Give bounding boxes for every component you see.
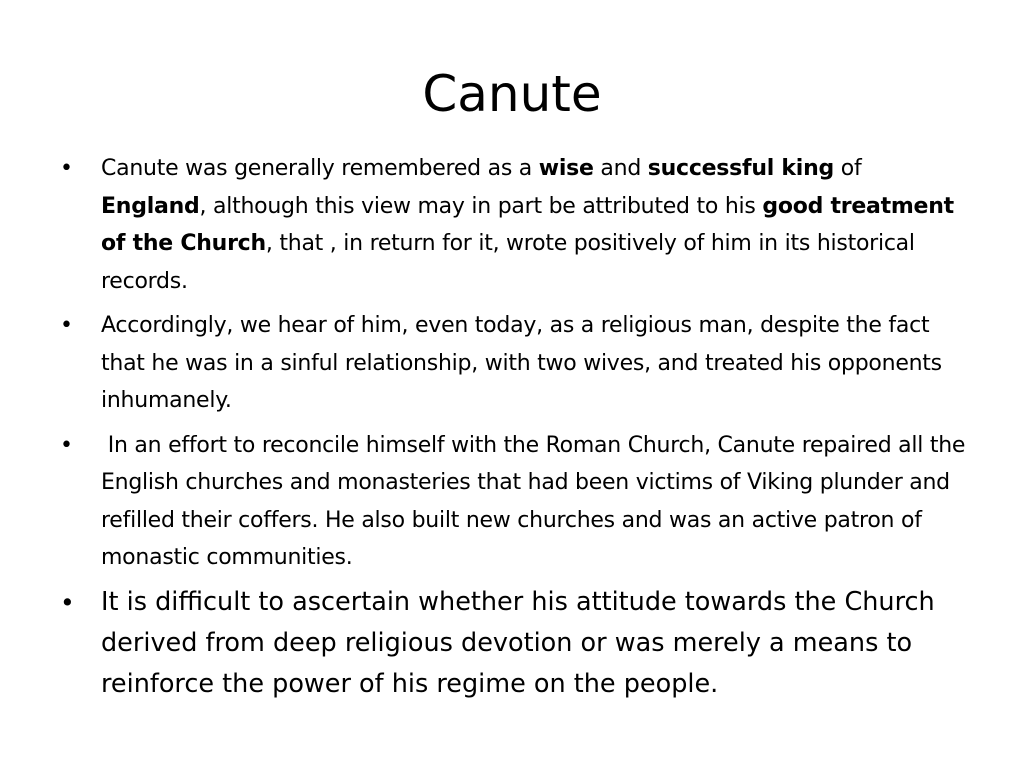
bullet-item-4 — [60, 582, 970, 705]
text-segment: and — [593, 156, 648, 181]
text-segment: , that , in return for it, wrote positively of him in its historical records. — [101, 231, 915, 294]
text-segment: of — [834, 156, 862, 181]
bullet-item-3 — [60, 427, 970, 577]
bullet-list — [60, 150, 970, 712]
slide-title: Canute — [422, 65, 602, 123]
bullet-text: In an effort to reconcile himself with the Roman Church, Canute repaired all the English churches and monasteries that had been victims of Viking plunder and refilled their coffers. He also built new churches and was an active patron of monastic communities. — [101, 432, 972, 570]
bullet-item-2 — [60, 307, 970, 420]
text-segment: Canute was generally remembered as a — [101, 156, 539, 181]
bullet-dot-icon: • — [60, 313, 73, 338]
bullet-text: Accordingly, we hear of him, even today, as a religious man, despite the fact that he was in a sinful relationship, with two wives, and treated his opponents inhumanely. — [101, 313, 942, 413]
text-segment: , although this view may in part be attributed to his — [199, 193, 763, 219]
bullet-dot-icon: • — [60, 587, 75, 617]
bold-text-segment: successful king — [647, 156, 835, 181]
bullet-text: It is difficult to ascertain whether his attitude towards the Church derived from deep religious devotion or was merely a means to reinforce the power of his regime on the people. — [101, 586, 935, 699]
bullet-item-1 — [60, 150, 970, 300]
bullet-dot-icon: • — [60, 156, 73, 181]
bold-text-segment: England — [101, 193, 200, 219]
bullet-text — [101, 156, 954, 294]
bold-text-segment: good treatment of the Church — [101, 193, 954, 256]
bold-text-segment: wise — [538, 156, 594, 181]
bullet-dot-icon: • — [60, 432, 73, 458]
